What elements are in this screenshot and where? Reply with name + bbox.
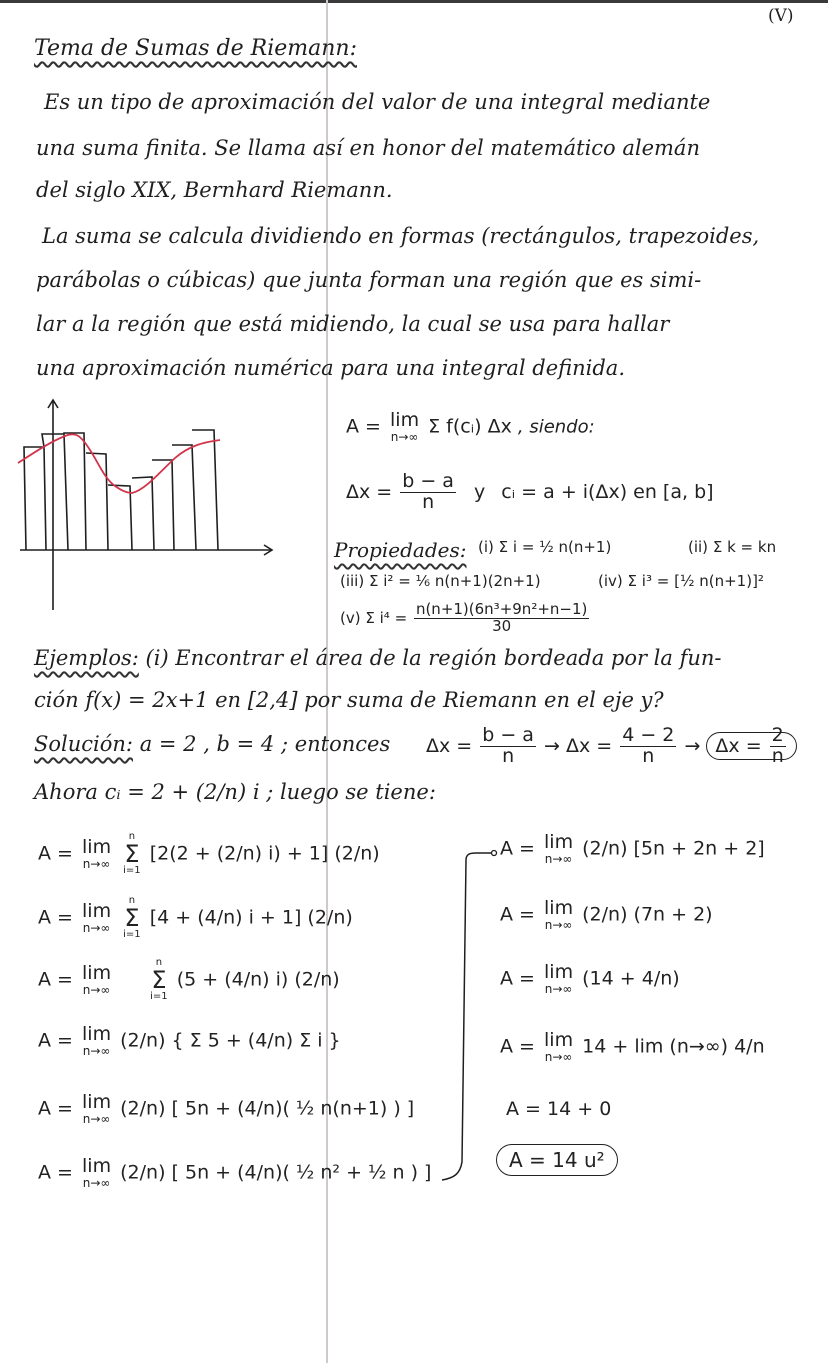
step-body: 14 + lim (n→∞) 4/n <box>582 1035 765 1058</box>
property-rhs: = ⅙ n(n+1)(2n+1) <box>398 572 541 590</box>
step-body: (2/n) (7n + 2) <box>582 903 713 926</box>
statement-line-1: (i) Encontrar el área de la región bordeada por la fun- <box>145 646 722 670</box>
sum-upper: n <box>128 895 136 906</box>
intro-line-2: una suma finita. Se llama así en honor del matemático alemán <box>36 136 700 160</box>
step-left-3 <box>38 958 340 1002</box>
lim-label: lim <box>82 835 112 858</box>
sigma-operator: n Σ i=1 <box>123 831 141 876</box>
lim-subscript: n→∞ <box>82 856 111 871</box>
lim-label: lim <box>82 961 112 984</box>
page-number: (V) <box>768 6 794 26</box>
lim-subscript: n→∞ <box>544 917 573 932</box>
limit-operator <box>82 901 111 935</box>
step-right-1 <box>500 832 765 866</box>
property-rhs: = ½ n(n+1) <box>521 538 612 556</box>
lim-label: lim <box>82 1023 112 1045</box>
paragraph2-line-4: una aproximación numérica para una integral definida. <box>36 356 626 380</box>
page-top-edge <box>0 0 828 3</box>
step-lhs: A = <box>38 1029 73 1052</box>
dx-lhs: Δx = <box>426 734 473 757</box>
dx-result-cloud <box>706 724 796 767</box>
lim-subscript: n→∞ <box>82 920 111 935</box>
step-body: (14 + 4/n) <box>582 967 680 990</box>
lim-subscript: n→∞ <box>544 981 573 996</box>
step-lhs: A = <box>38 842 73 865</box>
step-body: [2(2 + (2/n) i) + 1] (2/n) <box>149 842 380 865</box>
step-left-5 <box>38 1092 414 1126</box>
step-right-5 <box>506 1098 611 1120</box>
step-lhs: A = <box>38 906 73 929</box>
property-rhs: = [½ n(n+1)]² <box>656 572 764 590</box>
dx-denominator: n <box>422 490 435 513</box>
fraction-denominator: 30 <box>492 616 512 635</box>
solucion-label: Solución: <box>34 732 133 756</box>
dx-result-fraction <box>770 726 786 767</box>
paragraph2-line-1: La suma se calcula dividiendo en formas (rectángulos, trapezoides, <box>42 224 760 248</box>
sigma-operator: n Σ i=1 <box>123 895 141 940</box>
definition-lhs: A = <box>346 415 381 438</box>
property-v: (v) Σ i⁴ = $\frac{\text{n(n+1)(6n³+9n²+n−1)}}{30}$ <box>340 600 588 635</box>
fraction-denominator: n <box>771 744 784 767</box>
riemann-sum-graph <box>0 390 320 620</box>
step-lhs: A = <box>500 967 535 990</box>
step-body: (2/n) [5n + 2n + 2] <box>582 837 765 860</box>
property-lhs: Σ i³ <box>627 572 652 590</box>
property-id: (v) <box>340 608 361 627</box>
property-iv <box>598 572 764 590</box>
step-lhs: A = <box>500 837 535 860</box>
fraction-denominator: n <box>502 744 515 767</box>
lim-label: lim <box>390 409 420 431</box>
step-lhs: A = <box>38 1097 73 1120</box>
property-lhs: Σ i² <box>369 572 394 590</box>
lim-subscript: n→∞ <box>82 982 111 997</box>
lim-subscript: n→∞ <box>544 851 573 866</box>
delta-x-definition <box>346 472 714 513</box>
lim-label: lim <box>82 1091 112 1113</box>
sum-lower: i=1 <box>123 865 141 876</box>
step-right-2 <box>500 898 713 932</box>
ci-definition: cᵢ = a + i(Δx) en [a, b] <box>501 480 714 503</box>
intro-line-3: del siglo XIX, Bernhard Riemann. <box>36 178 393 202</box>
limit-operator <box>82 837 111 871</box>
sum-upper: n <box>155 957 163 968</box>
lim-label: lim <box>82 1155 112 1177</box>
fraction-numerator: 2 <box>771 724 784 746</box>
definition-formula <box>346 410 595 444</box>
step-body: (2/n) [ 5n + (4/n)( ½ n² + ½ n ) ] <box>120 1161 432 1184</box>
property-lhs: Σ k <box>712 538 736 556</box>
property-v-fraction <box>414 602 589 635</box>
step-right-4 <box>500 1030 765 1064</box>
fraction-numerator: b − a <box>482 724 534 746</box>
limit-operator <box>82 1092 111 1126</box>
lim-subscript: n→∞ <box>82 1111 111 1126</box>
property-rhs: = kn <box>740 538 777 556</box>
step-lhs: A = <box>500 903 535 926</box>
step-left-6 <box>38 1156 431 1190</box>
property-iii <box>340 572 541 590</box>
siendo-text: , siendo: <box>517 416 595 438</box>
step-right-3 <box>500 962 680 996</box>
property-id: (iv) <box>598 572 623 590</box>
property-id: (ii) <box>688 538 709 556</box>
step-body: (2/n) [ 5n + (4/n)( ½ n(n+1) ) ] <box>120 1097 415 1120</box>
sigma-operator: n Σ i=1 <box>150 957 168 1002</box>
limit-operator <box>390 410 419 444</box>
step-lhs: A = <box>500 1035 535 1058</box>
lim-label: lim <box>82 899 112 922</box>
lim-subscript: n→∞ <box>82 1175 111 1190</box>
dx-fraction <box>400 472 456 513</box>
dx-numerator: b − a <box>402 470 454 492</box>
limit-operator <box>544 1030 573 1064</box>
sum-lower: i=1 <box>123 929 141 940</box>
fraction-denominator: n <box>642 744 655 767</box>
fraction-numerator: 4 − 2 <box>622 724 675 746</box>
dx-result-lhs: Δx = <box>715 734 762 757</box>
dx-fraction <box>480 726 536 767</box>
conjunction-y: y <box>474 480 486 503</box>
ejemplos-label: Ejemplos: <box>34 646 139 670</box>
dx-lhs: Δx = <box>346 480 393 503</box>
step-left-4 <box>38 1024 341 1058</box>
property-ii <box>688 538 776 556</box>
lim-label: lim <box>544 897 574 919</box>
step-lhs: A = <box>506 1098 541 1120</box>
dx-lhs-2: → Δx = <box>544 734 613 757</box>
ahora-line: Ahora cᵢ = 2 + (2/n) i ; luego se tiene: <box>34 780 436 804</box>
property-lhs: Σ i⁴ <box>365 608 390 627</box>
lim-label: lim <box>544 1029 574 1051</box>
sum-lower: i=1 <box>150 991 168 1002</box>
ejemplo-statement-1 <box>34 646 722 670</box>
sum-expression: Σ f(cᵢ) Δx <box>428 415 512 438</box>
ejemplo-statement-2: ción f(x) = 2x+1 en [2,4] por suma de Riemann en el eje y? <box>34 688 664 712</box>
solucion-line <box>34 732 390 756</box>
property-id: (i) <box>478 538 494 556</box>
step-body: [4 + (4/n) i + 1] (2/n) <box>149 906 353 929</box>
property-lhs: Σ i <box>498 538 518 556</box>
paragraph2-line-3: lar a la región que está midiendo, la cual se usa para hallar <box>36 312 670 336</box>
step-lhs: A = <box>38 968 73 991</box>
solucion-delta-x: Δx = $\frac{b - a}{n}$ → Δx = $\frac{4 - 2}{n}$ → Δx = $\frac{2}{n}$ <box>426 726 797 767</box>
limit-operator <box>82 1024 111 1058</box>
limit-operator <box>544 962 573 996</box>
step-body: (5 + (4/n) i) (2/n) <box>176 968 340 991</box>
lim-label: lim <box>544 831 574 853</box>
property-id: (iii) <box>340 572 365 590</box>
dx-fraction-2 <box>620 726 676 767</box>
lim-subscript: n→∞ <box>544 1049 573 1064</box>
limit-operator <box>544 832 573 866</box>
lim-subscript: n→∞ <box>390 429 419 444</box>
lim-subscript: n→∞ <box>82 1043 111 1058</box>
solucion-text: a = 2 , b = 4 ; entonces <box>139 732 391 756</box>
step-body: (2/n) { Σ 5 + (4/n) Σ i } <box>120 1029 341 1052</box>
step-body: 14 + 0 <box>547 1098 612 1120</box>
page-title: Tema de Sumas de Riemann: <box>34 36 357 61</box>
continuation-arrow <box>440 840 500 1190</box>
step-left-1 <box>38 832 380 876</box>
paragraph2-line-2: parábolas o cúbicas) que junta forman una región que es simi- <box>36 268 702 292</box>
fraction-numerator: n(n+1)(6n³+9n²+n−1) <box>415 600 588 618</box>
step-left-2 <box>38 896 353 940</box>
intro-line-1: Es un tipo de aproximación del valor de una integral mediante <box>44 90 711 114</box>
limit-operator <box>544 898 573 932</box>
limit-operator <box>82 1156 111 1190</box>
propiedades-label: Propiedades: <box>334 538 467 562</box>
final-result: A = 14 u² <box>496 1144 618 1176</box>
property-i <box>478 538 611 556</box>
step-lhs: A = <box>38 1161 73 1184</box>
lim-label: lim <box>544 961 574 983</box>
sum-upper: n <box>128 831 136 842</box>
limit-operator <box>82 963 111 997</box>
